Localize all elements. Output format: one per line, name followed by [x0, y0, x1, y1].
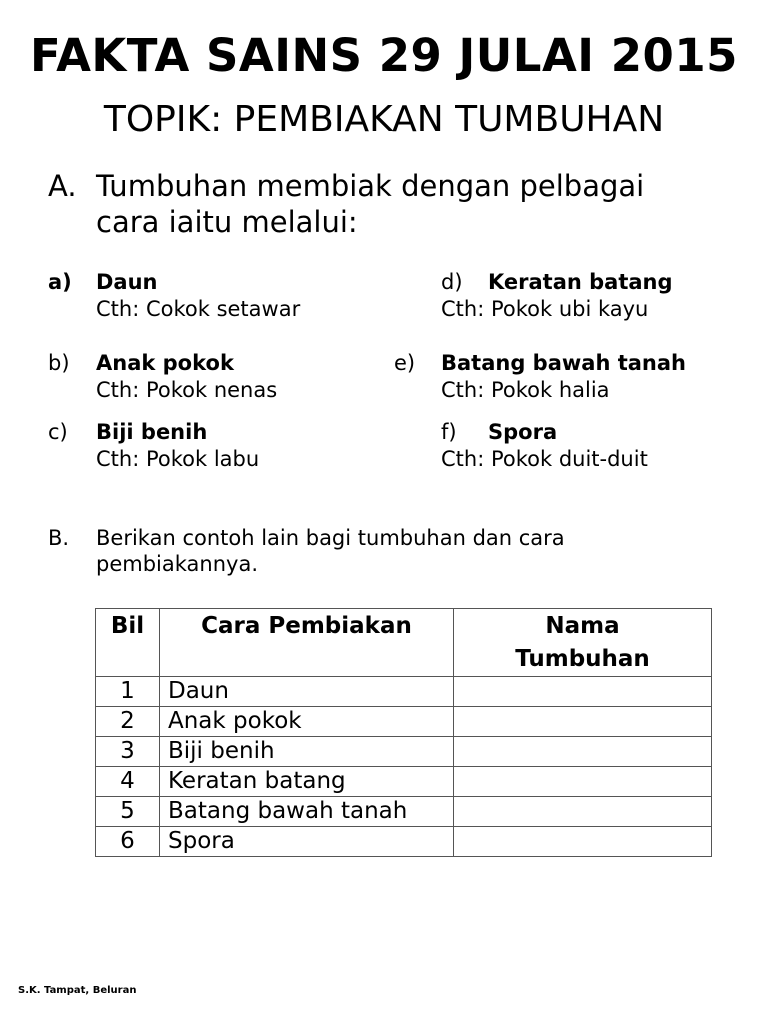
page-title: FAKTA SAINS 29 JULAI 2015	[30, 29, 738, 82]
cell-bil: 6	[96, 827, 160, 857]
cell-bil: 5	[96, 797, 160, 827]
item-example: Cth: Cokok setawar	[96, 297, 301, 321]
item-label: a)	[48, 270, 72, 294]
cell-nama-input[interactable]	[454, 797, 712, 827]
item-example: Cth: Pokok halia	[441, 378, 610, 402]
cell-cara-text: Anak pokok	[168, 708, 302, 734]
cell-nama-input[interactable]	[454, 707, 712, 737]
item-label: b)	[48, 351, 70, 375]
item-name: Batang bawah tanah	[441, 351, 686, 375]
table-row	[96, 767, 712, 797]
item-name: Keratan batang	[488, 270, 673, 294]
item-name: Spora	[488, 420, 558, 444]
item-label: c)	[48, 420, 68, 444]
header-bil: Bil	[96, 609, 160, 677]
cell-bil: 2	[96, 707, 160, 737]
item-example: Cth: Pokok duit-duit	[441, 447, 648, 471]
table-row	[96, 797, 712, 827]
answer-table	[95, 608, 712, 857]
cell-cara	[160, 827, 454, 857]
item-example: Cth: Pokok ubi kayu	[441, 297, 649, 321]
section-b-label: B.	[48, 526, 70, 550]
cell-nama-input[interactable]	[454, 677, 712, 707]
cell-nama-input[interactable]	[454, 737, 712, 767]
cell-bil: 1	[96, 677, 160, 707]
cell-bil: 4	[96, 767, 160, 797]
item-name: Daun	[96, 270, 158, 294]
table-row	[96, 737, 712, 767]
item-example: Cth: Pokok nenas	[96, 378, 278, 402]
section-a-label: A.	[48, 169, 77, 203]
header-nama-line1: Nama	[545, 613, 620, 639]
item-name: Anak pokok	[96, 351, 234, 375]
cell-cara-text: Spora	[168, 828, 235, 854]
cell-cara	[160, 677, 454, 707]
table-row	[96, 707, 712, 737]
item-label: d)	[441, 270, 463, 294]
footer-school-name: S.K. Tampat, Beluran	[18, 985, 137, 996]
cell-cara-text: Biji benih	[168, 738, 275, 764]
item-example: Cth: Pokok labu	[96, 447, 260, 471]
item-label: e)	[394, 351, 416, 375]
cell-cara-text: Daun	[168, 678, 229, 704]
cell-cara-text: Batang bawah tanah	[168, 798, 408, 824]
cell-nama-input[interactable]	[454, 767, 712, 797]
cell-bil: 3	[96, 737, 160, 767]
item-name: Biji benih	[96, 420, 208, 444]
cell-nama-input[interactable]	[454, 827, 712, 857]
section-b-text: Berikan contoh lain bagi tumbuhan dan cara pembiakannya.	[96, 526, 565, 576]
header-nama-tumbuhan	[454, 609, 712, 677]
cell-cara-text: Keratan batang	[168, 768, 346, 794]
section-a-text: Tumbuhan membiak dengan pelbagai cara iaitu melalui:	[96, 169, 645, 239]
cell-cara	[160, 737, 454, 767]
table-row	[96, 677, 712, 707]
item-label: f)	[441, 420, 457, 444]
table-row	[96, 827, 712, 857]
cell-cara	[160, 767, 454, 797]
topic-heading: TOPIK: PEMBIAKAN TUMBUHAN	[103, 99, 665, 140]
cell-cara	[160, 707, 454, 737]
header-nama-line2: Tumbuhan	[515, 646, 650, 672]
table-header-row	[96, 609, 712, 677]
cell-cara	[160, 797, 454, 827]
header-cara-pembiakan: Cara Pembiakan	[160, 609, 454, 677]
